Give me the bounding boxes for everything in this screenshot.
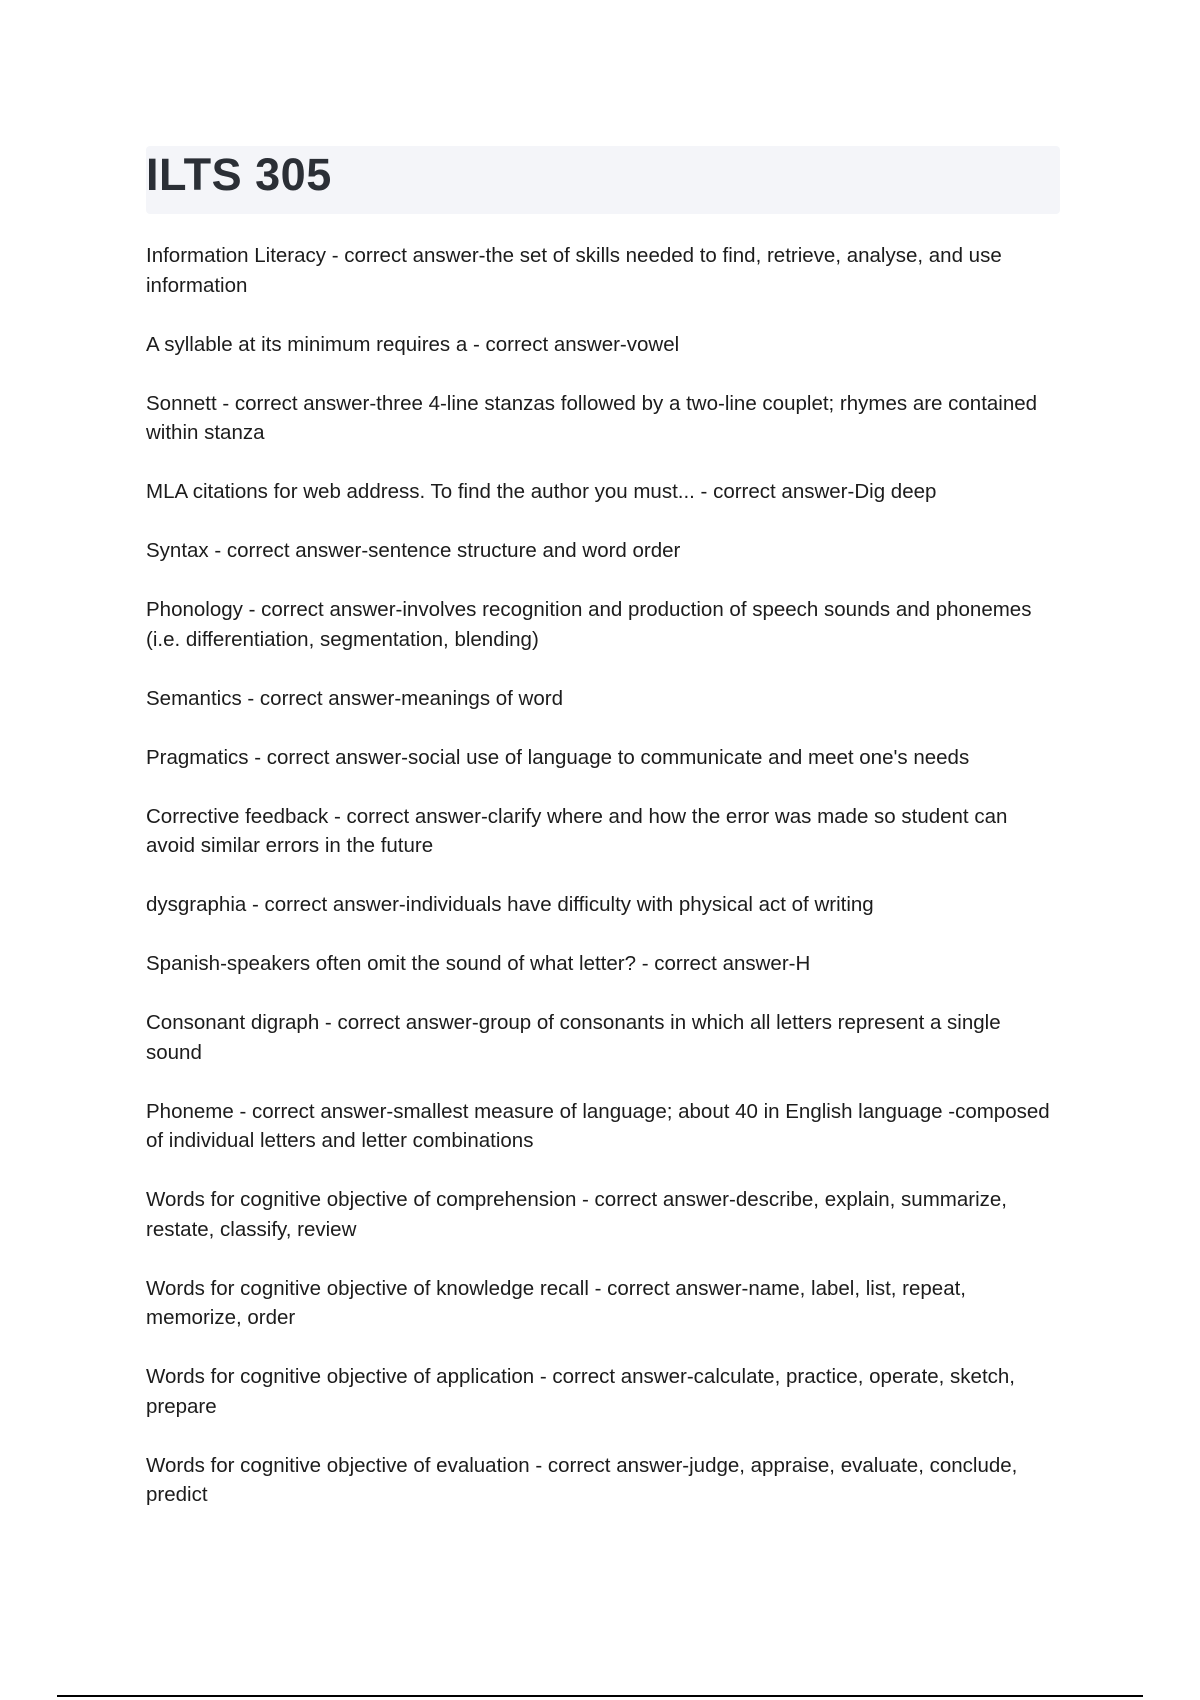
flashcard-entry: Consonant digraph - correct answer-group of consonants in which all letters represent a single sound [146, 1011, 1001, 1064]
flashcard-entry: dysgraphia - correct answer-individuals have difficulty with physical act of writing [146, 893, 874, 916]
flashcard-entry: Corrective feedback - correct answer-clarify where and how the error was made so student can avoid similar errors in the future [146, 804, 1008, 857]
flashcard-entry: Sonnett - correct answer-three 4-line stanzas followed by a two-line couplet; rhymes are contained within stanza [146, 391, 1038, 444]
title-bar [146, 146, 1060, 214]
flashcard-entry: MLA citations for web address. To find the author you must... - correct answer-Dig deep [146, 480, 937, 503]
flashcard-entry: Words for cognitive objective of evaluation - correct answer-judge, appraise, evaluate, conclude, predict [146, 1453, 1018, 1506]
flashcard-entry: Words for cognitive objective of comprehension - correct answer-describe, explain, summarize, restate, classify, review [146, 1188, 1007, 1241]
flashcard-entry: Semantics - correct answer-meanings of word [146, 686, 563, 710]
flashcard-list [146, 241, 1060, 1539]
flashcard-entry: Words for cognitive objective of knowledge recall - correct answer-name, label, list, repeat, memorize, order [146, 1276, 966, 1329]
footer-divider [57, 1695, 1143, 1697]
flashcard-entry: Phoneme - correct answer-smallest measure of language; about 40 in English language -composed of individual letters and letter combinations [146, 1099, 1050, 1152]
flashcard-entry: Pragmatics - correct answer-social use of language to communicate and meet one's needs [146, 745, 970, 769]
document-title: ILTS 305 [146, 149, 332, 200]
flashcard-entry: Phonology - correct answer-involves recognition and production of speech sounds and phonemes (i.e. differentiation, segmentation, blending) [146, 598, 1032, 651]
flashcard-entry: Syntax - correct answer-sentence structure and word order [146, 539, 681, 562]
flashcard-entry: Spanish-speakers often omit the sound of what letter? - correct answer-H [146, 952, 811, 975]
flashcard-entry: Information Literacy - correct answer-the set of skills needed to find, retrieve, analyse, and use information [146, 244, 1002, 297]
flashcard-entry: Words for cognitive objective of application - correct answer-calculate, practice, operate, sketch, prepare [146, 1365, 1015, 1418]
flashcard-entry: A syllable at its minimum requires a - correct answer-vowel [146, 332, 680, 356]
